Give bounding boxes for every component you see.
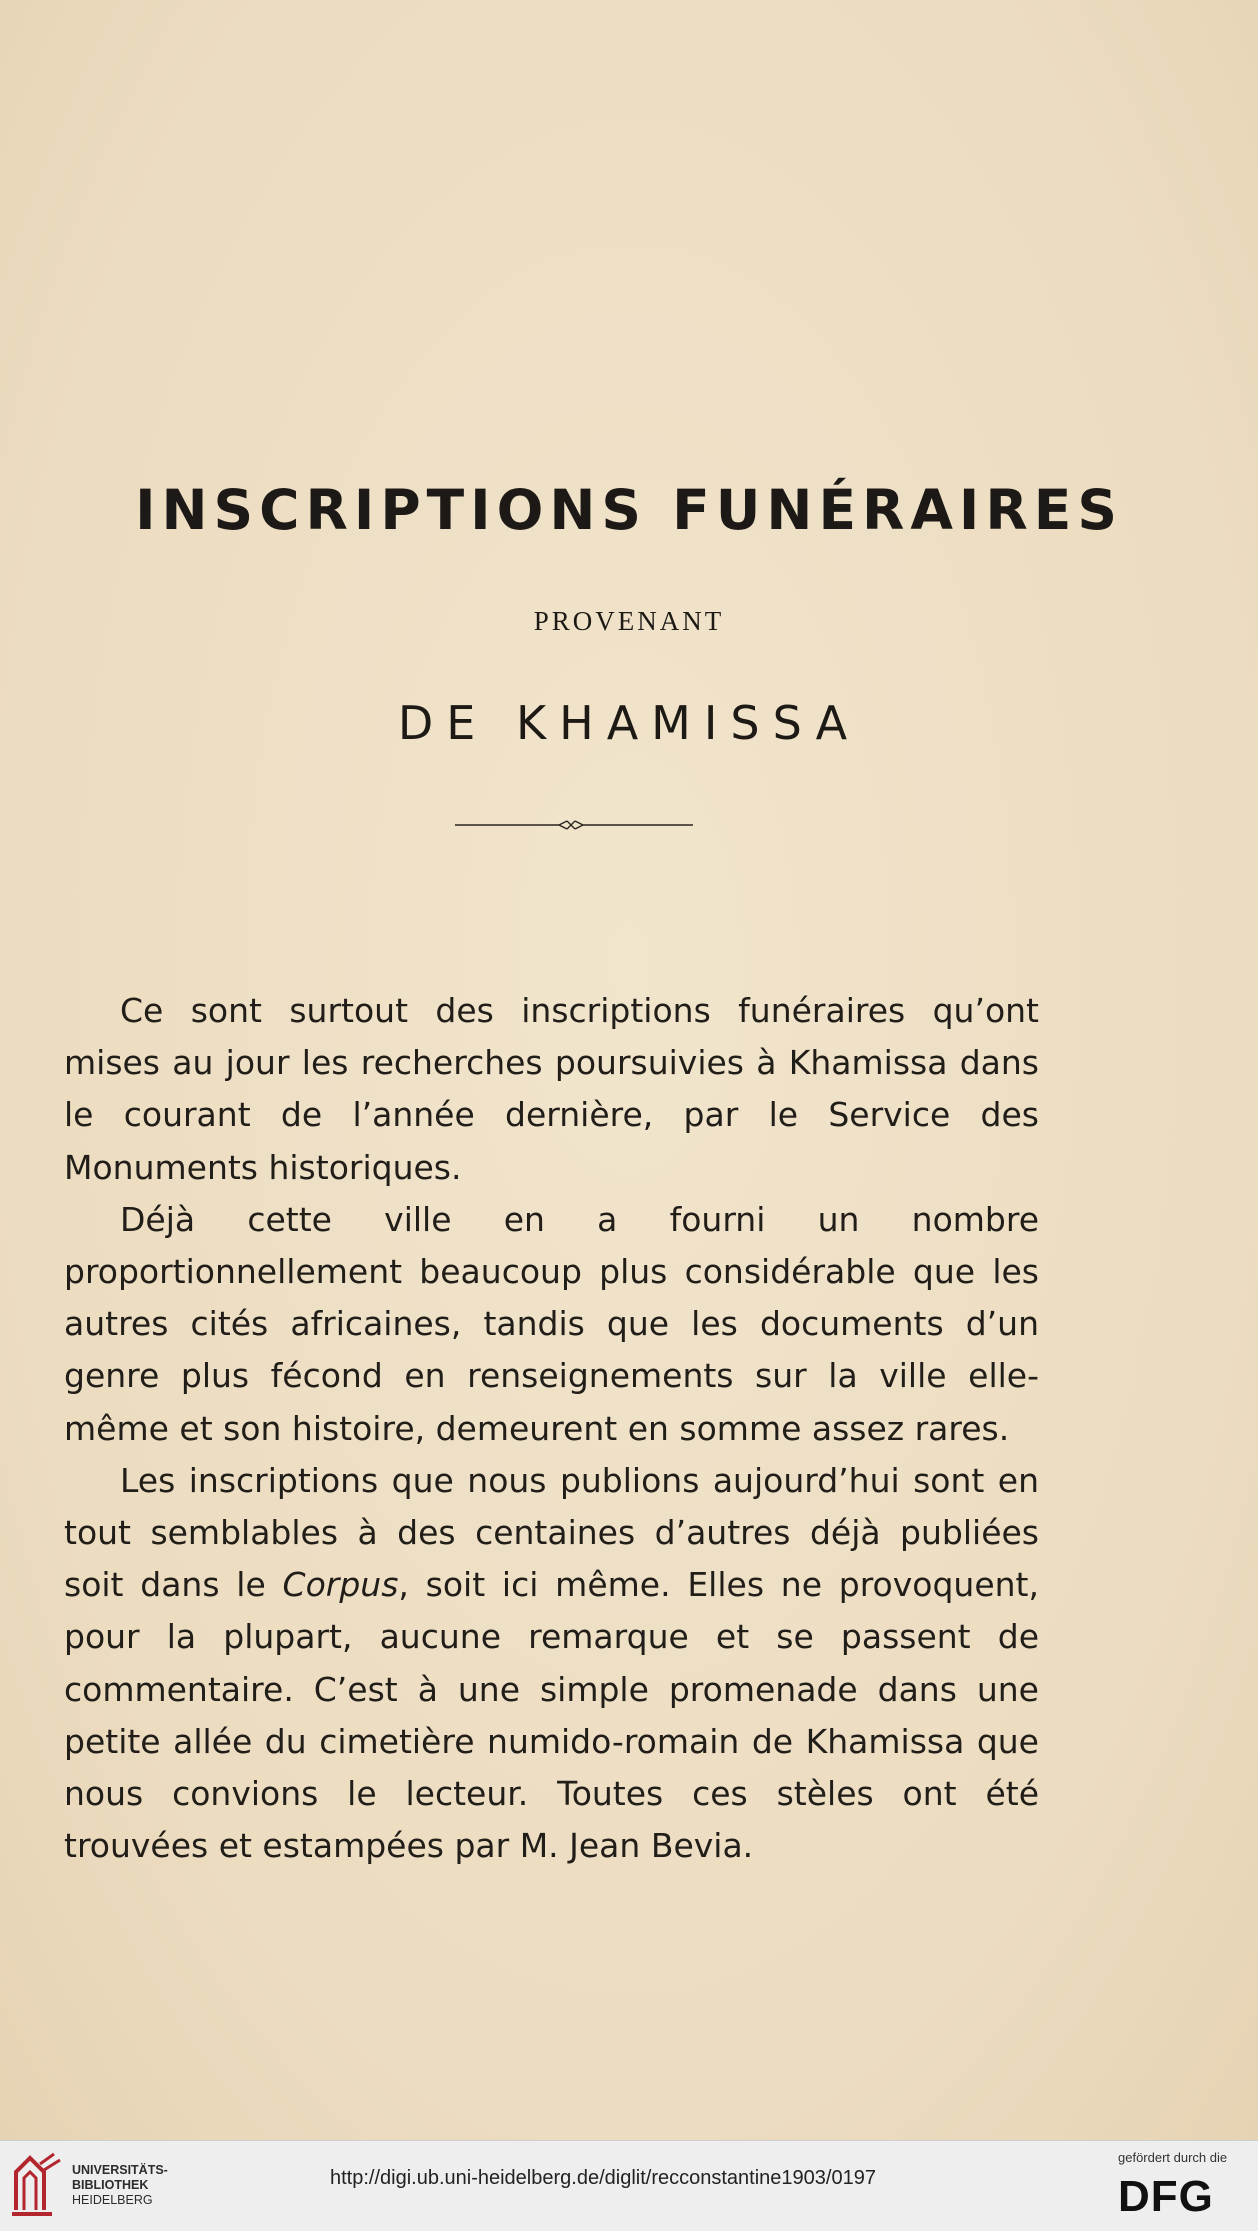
library-line-2: BIBLIOTHEK (72, 2178, 149, 2192)
dfg-logo[interactable]: DFG (1118, 2172, 1214, 2221)
paragraph-3-end: , soit ici même. Elles ne provoquent, pour la plupart, aucune remarque et se passent de commentaire. C’est à une simple promenade dans une petite allée du cimetière numido-romain de Khamissa que nous convions le lecteur. Toutes ces stèles ont été trouvées et estampées par M. Jean Bevia. (64, 1565, 1039, 1866)
paragraph-2: Déjà cette ville en a fourni un nombre proportionnellement beaucoup plus considérable que les autres cités africaines, tandis que les documents d’un genre plus fécond en renseignements sur la ville elle-même et son histoire, demeurent en somme assez rares. (64, 1199, 1039, 1448)
university-library-logo-icon[interactable] (10, 2150, 64, 2218)
library-line-3: HEIDELBERG (72, 2193, 153, 2207)
page-title: INSCRIPTIONS FUNÉRAIRES (135, 478, 1123, 542)
page-url-link[interactable]: http://digi.ub.uni-heidelberg.de/diglit/recconstantine1903/0197 (330, 2167, 876, 2189)
place-heading: DE KHAMISSA (397, 696, 861, 750)
library-name (72, 2163, 168, 2208)
body-text (64, 985, 1039, 1872)
funding-note: gefördert durch die (1118, 2150, 1228, 2165)
page-subtitle: PROVENANT (533, 606, 725, 636)
library-line-1: UNIVERSITÄTS- (72, 2163, 168, 2177)
paragraph-3 (64, 1455, 1039, 1873)
paragraph-3-start: Les inscriptions que nous publions aujourd’hui sont en tout semblables à des centaines d’autres déjà publiées soit dans le (64, 1460, 1039, 1605)
ornament-divider (455, 818, 693, 832)
corpus-italic: Corpus (282, 1565, 399, 1605)
paragraph-1: Ce sont surtout des inscriptions funéraires qu’ont mises au jour les recherches poursuivies à Khamissa dans le courant de l’année dernière, par le Service des Monuments historiques. (64, 991, 1039, 1187)
